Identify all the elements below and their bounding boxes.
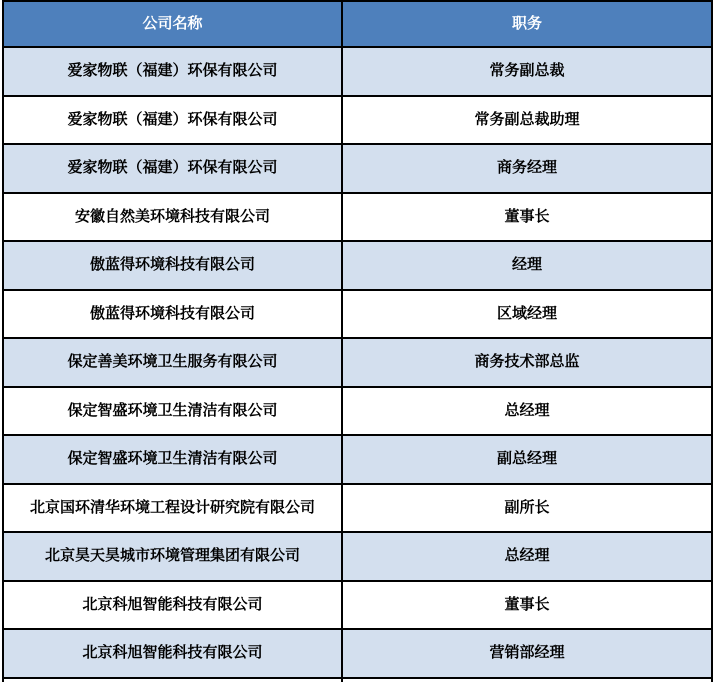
company-cell: 保定智盛环境卫生清洁有限公司 [4,436,343,485]
company-cell [4,679,343,682]
title-cell: 经理 [343,242,711,291]
company-cell: 保定善美环境卫生服务有限公司 [4,339,343,388]
company-cell: 傲蓝得环境科技有限公司 [4,242,343,291]
company-cell: 爱家物联（福建）环保有限公司 [4,145,343,194]
title-cell: 常务副总裁 [343,48,711,97]
column-header-company: 公司名称 [4,2,343,48]
title-cell: 常务副总裁助理 [343,97,711,146]
company-cell: 爱家物联（福建）环保有限公司 [4,48,343,97]
company-cell: 北京科旭智能科技有限公司 [4,582,343,631]
title-cell: 商务经理 [343,145,711,194]
company-cell: 傲蓝得环境科技有限公司 [4,291,343,340]
title-cell [343,679,711,682]
title-cell: 总经理 [343,533,711,582]
title-cell: 副总经理 [343,436,711,485]
title-cell: 董事长 [343,194,711,243]
title-cell: 总经理 [343,388,711,437]
title-cell: 区域经理 [343,291,711,340]
company-cell: 保定智盛环境卫生清洁有限公司 [4,388,343,437]
company-cell: 北京科旭智能科技有限公司 [4,630,343,679]
title-cell: 副所长 [343,485,711,534]
title-cell: 董事长 [343,582,711,631]
title-cell: 商务技术部总监 [343,339,711,388]
column-header-title: 职务 [343,2,711,48]
company-title-table [2,0,713,682]
company-cell: 北京昊天昊城市环境管理集团有限公司 [4,533,343,582]
company-cell: 北京国环清华环境工程设计研究院有限公司 [4,485,343,534]
company-cell: 爱家物联（福建）环保有限公司 [4,97,343,146]
title-cell: 营销部经理 [343,630,711,679]
company-cell: 安徽自然美环境科技有限公司 [4,194,343,243]
